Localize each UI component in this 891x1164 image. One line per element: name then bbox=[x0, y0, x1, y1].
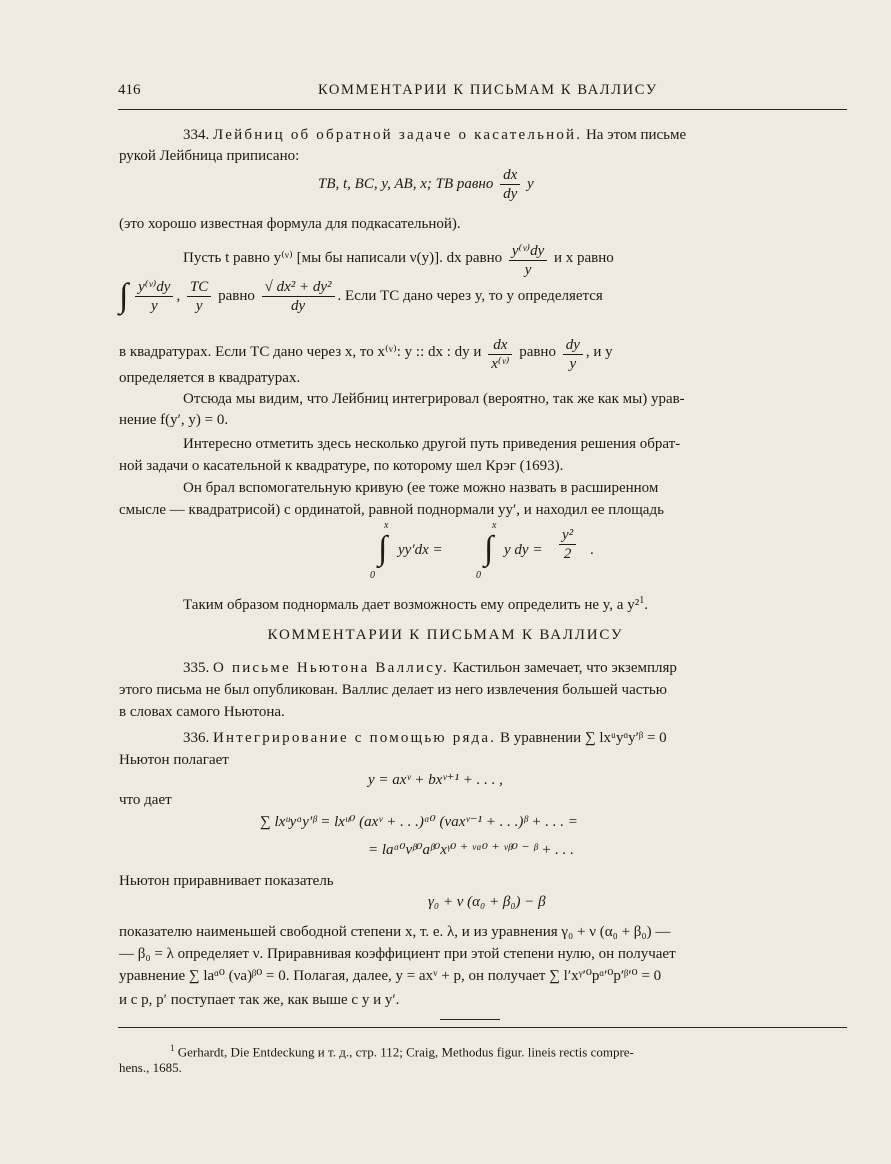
footnote-ref: 1 bbox=[639, 595, 645, 606]
numerator: dx bbox=[500, 166, 520, 185]
text: Таким образом поднормаль дает возможность ему определить не y, а y² bbox=[183, 597, 640, 613]
para-336-line-6: — β₀ = λ определяет ν. Приравнивая коэффициент при этой степени нулю, он получает bbox=[119, 946, 676, 962]
denominator: y bbox=[569, 356, 577, 372]
fraction bbox=[500, 166, 520, 203]
integral-upper-limit: x bbox=[492, 520, 497, 531]
end-rule bbox=[440, 1019, 500, 1020]
denominator: y bbox=[195, 298, 203, 314]
para-heading: О письме Ньютона Валлису. bbox=[213, 660, 450, 676]
period: . bbox=[590, 542, 594, 558]
denominator: dy bbox=[503, 186, 518, 202]
footnote-mark: 1 bbox=[170, 1043, 175, 1053]
footnote-line-2: hens., 1685. bbox=[119, 1060, 182, 1075]
formula-expansion-2: = laᵅ⁰νᵝ⁰aᵝ⁰xᵞ⁰ ⁺ ᵛᵅ⁰ ⁺ ᵛᵝ⁰ ⁻ ᵝ + . . . bbox=[368, 842, 574, 858]
para-334-line-5: ∫ $\frac{\text{y⁽ᵛ⁾dy}}{y}$ , $\frac{TC}{y}$ равно $\frac{\text{√ dx² + dy²}}{dy}$ . Если TC дано через y, то y определяется bbox=[119, 277, 603, 315]
denominator: 2 bbox=[563, 546, 572, 562]
para-334-line-8: Отсюда мы видим, что Лейбниц интегрировал (вероятно, так же как мы) урав- bbox=[183, 391, 685, 407]
integral-lower-limit: 0 bbox=[370, 570, 375, 581]
numerator: √ dx² + dy² bbox=[262, 278, 335, 297]
para-336-line-2: Ньютон полагает bbox=[119, 752, 229, 768]
text: в квадратурах. Если TC дано через x, то x⁽ᵛ⁾: y :: dx : dy и bbox=[119, 344, 482, 360]
para-336-line-7: уравнение ∑ laᵅ⁰ (νa)ᵝ⁰ = 0. Полагая, далее, y = axᵛ + p, он получает ∑ l′xᵞ′⁰pᵅ′⁰p′ᵝ′⁰ = 0 bbox=[119, 968, 662, 984]
para-336-line-4: Ньютон приравнивает показатель bbox=[119, 873, 334, 889]
para-334-line-13: смысле — квадратрисой) с ординатой, равной поднормали yy′, и находил ее площадь bbox=[119, 502, 664, 518]
formula-exponent: γ₀ + ν (α₀ + β₀) − β bbox=[428, 894, 546, 910]
para-335-line-2: этого письма не был опубликован. Валлис делает из него извлечения большей частью bbox=[119, 682, 667, 698]
text: равно bbox=[218, 287, 255, 304]
text: равно bbox=[519, 344, 556, 360]
fraction bbox=[187, 278, 211, 315]
fraction bbox=[559, 526, 576, 563]
text: и x равно bbox=[554, 250, 614, 266]
page-header bbox=[118, 82, 851, 104]
para-334-line-7: определяется в квадратурах. bbox=[119, 370, 301, 386]
numerator: y² bbox=[559, 526, 576, 545]
formula-series: y = axᵛ + bxᵛ⁺¹ + . . . , bbox=[368, 772, 503, 788]
fraction bbox=[135, 278, 173, 315]
denominator: y bbox=[524, 262, 532, 278]
footnote-line-1 bbox=[170, 1038, 634, 1062]
running-title: КОММЕНТАРИИ К ПИСЬМАМ К ВАЛЛИСУ bbox=[318, 82, 658, 98]
numerator: TC bbox=[187, 278, 211, 297]
denominator: dy bbox=[290, 298, 306, 314]
fraction bbox=[563, 336, 583, 373]
formula-integral bbox=[368, 520, 628, 582]
text: Пусть t равно y⁽ᵛ⁾ [мы бы написали ν(y)]. dx равно bbox=[183, 250, 503, 266]
numerator: dx bbox=[488, 336, 512, 355]
numerator: y⁽ᵛ⁾dy bbox=[135, 278, 173, 297]
para-334-line-4 bbox=[183, 242, 614, 279]
text: Кастильон замечает, что экземпляр bbox=[452, 660, 677, 676]
formula-text: yy′dx = bbox=[398, 542, 443, 558]
para-334-line-3: (это хорошо известная формула для подкасательной). bbox=[119, 216, 461, 232]
denominator: y bbox=[150, 298, 158, 314]
para-336-line-3: что дает bbox=[119, 792, 172, 808]
formula-text: y dy = bbox=[504, 542, 543, 558]
footnote-text: Gerhardt, Die Entdeckung и т. д., стр. 112; Craig, Methodus figur. lineis rectis compre- bbox=[177, 1044, 634, 1060]
para-336-line-8: и с p, p′ поступает так же, как выше с y и y′. bbox=[119, 992, 400, 1008]
integral-sign: ∫ bbox=[119, 277, 129, 315]
para-334-line-11: ной задачи о касательной к квадратуре, по которому шел Крэг (1693). bbox=[119, 458, 564, 474]
integral-upper-limit: x bbox=[384, 520, 389, 531]
text: . Если TC дано через y, то y определяется bbox=[337, 287, 603, 304]
header-rule bbox=[118, 109, 847, 110]
numerator: dy bbox=[563, 336, 583, 355]
integral-sign: ∫ bbox=[378, 530, 388, 567]
para-335-line-1 bbox=[183, 658, 677, 678]
para-334-line-10: Интересно отметить здесь несколько другой путь приведения решения обрат- bbox=[183, 436, 681, 452]
fraction bbox=[488, 336, 512, 373]
formula-text: y bbox=[527, 175, 534, 192]
para-336-line-1 bbox=[183, 728, 667, 748]
fraction bbox=[262, 278, 335, 315]
para-heading: Интегрирование с помощью ряда. bbox=[213, 730, 497, 746]
integral-sign: ∫ bbox=[484, 530, 494, 567]
page-number: 416 bbox=[118, 82, 141, 98]
para-334-line-9: нение f(y′, y) = 0. bbox=[119, 412, 229, 428]
fraction bbox=[509, 242, 547, 279]
text: На этом письме bbox=[585, 127, 687, 143]
para-number: 336. bbox=[183, 730, 210, 746]
text: , и y bbox=[585, 344, 613, 360]
para-334-line-14 bbox=[183, 591, 648, 615]
text: В уравнении ∑ lxᵘyᵅy′ᵝ = 0 bbox=[499, 730, 667, 746]
formula-expansion: ∑ lxᵘyᵅy′ᵝ = lxᵘ⁰ (axᵛ + . . .)ᵅ⁰ (νaxᵛ⁻¹ + . . .)ᵝ + . . . = bbox=[260, 814, 578, 830]
integral-lower-limit: 0 bbox=[476, 570, 481, 581]
footnote-rule bbox=[118, 1027, 847, 1028]
section-title: КОММЕНТАРИИ К ПИСЬМАМ К ВАЛЛИСУ bbox=[267, 627, 624, 643]
denominator: x⁽ᵛ⁾ bbox=[491, 356, 510, 372]
para-335-line-3: в словах самого Ньютона. bbox=[119, 704, 285, 720]
text: . bbox=[644, 597, 648, 613]
para-334-line-12: Он брал вспомогательную кривую (ее тоже можно назвать в расширенном bbox=[183, 480, 659, 496]
numerator: y⁽ᵛ⁾dy bbox=[509, 242, 547, 261]
para-334-line-2: рукой Лейбница приписано: bbox=[119, 148, 300, 164]
para-heading: Лейбниц об обратной задаче о касательной. bbox=[213, 127, 583, 143]
para-number: 334. bbox=[183, 127, 210, 143]
formula-subtangent bbox=[318, 166, 534, 203]
para-number: 335. bbox=[183, 660, 210, 676]
para-336-line-5: показателю наименьшей свободной степени x, т. е. λ, и из уравнения γ₀ + ν (α₀ + β₀) — bbox=[119, 924, 671, 940]
formula-text: TB, t, BC, y, AB, x; TB равно bbox=[318, 175, 494, 192]
para-334-line-1 bbox=[183, 125, 686, 145]
